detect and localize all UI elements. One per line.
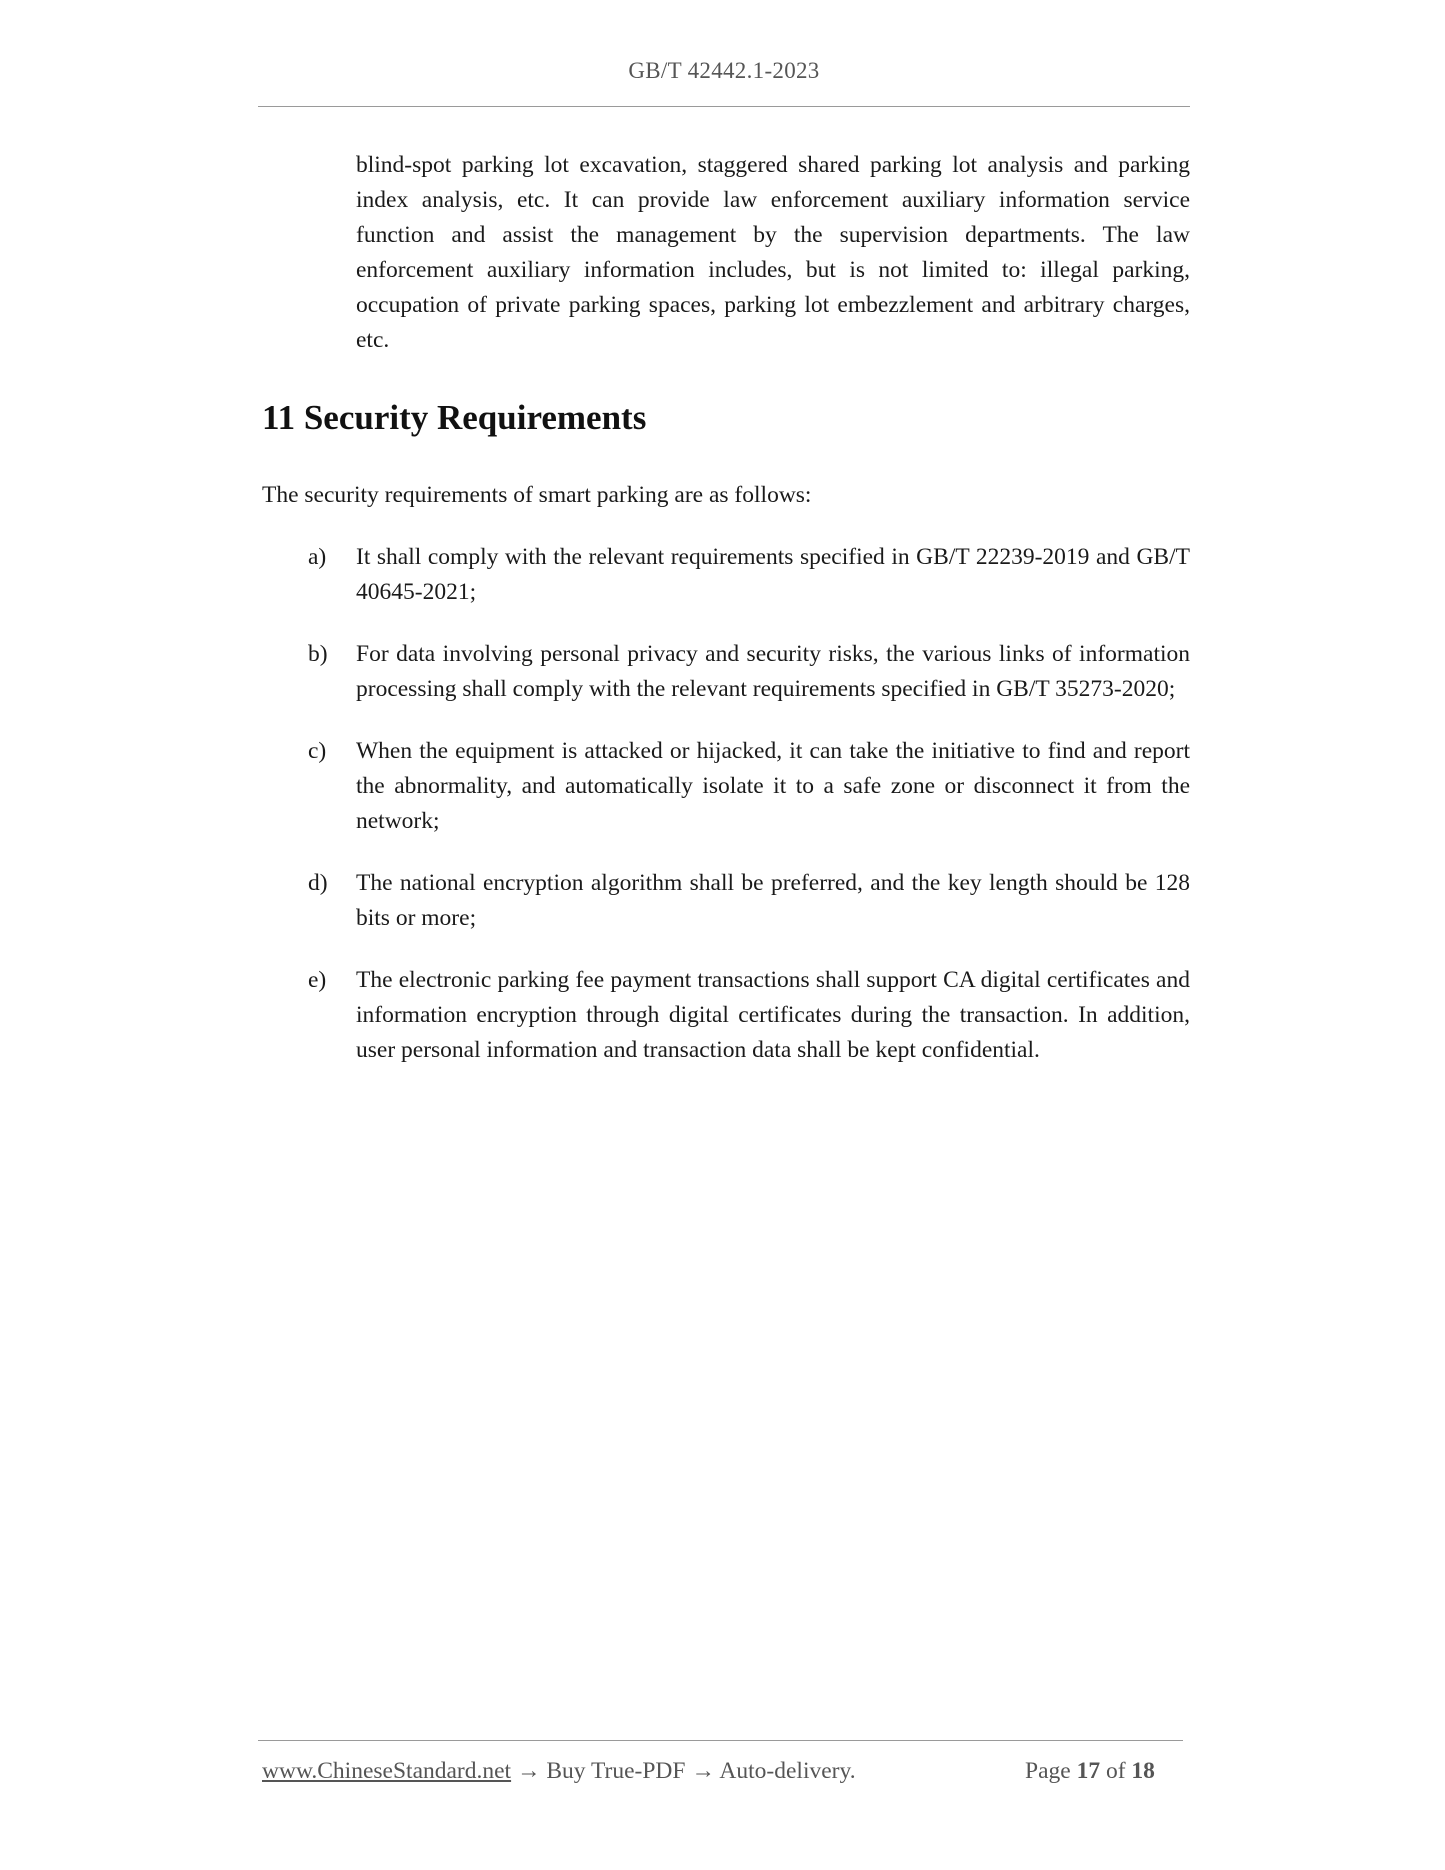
page-label: Page: [1025, 1758, 1071, 1784]
list-item: [300, 963, 1190, 1068]
list-item-text: The electronic parking fee payment transactions shall support CA digital certificates and information encryption through digital certificates during the transaction. In addition, user personal information and transaction data shall be kept confidential.: [356, 967, 1190, 1063]
list-item-text: The national encryption algorithm shall be preferred, and the key length should be 128 bits or more;: [356, 870, 1190, 931]
section-heading: 11 Security Requirements: [262, 398, 647, 437]
list-item-text: For data involving personal privacy and security risks, the various links of information processing shall comply with the relevant requirements specified in GB/T 35273-2020;: [356, 641, 1190, 702]
of-label: of: [1105, 1758, 1126, 1784]
list-item-text: It shall comply with the relevant requirements specified in GB/T 22239-2019 and GB/T 40645-2021;: [356, 544, 1190, 605]
requirements-list: [300, 540, 1190, 1095]
page-total: 18: [1131, 1758, 1155, 1784]
arrow-icon: →: [691, 1758, 715, 1784]
delivery-text: Auto-delivery.: [719, 1758, 856, 1784]
list-item-text: When the equipment is attacked or hijacked, it can take the initiative to find and report the abnormality, and automatically isolate it to a safe zone or disconnect it from the network;: [356, 738, 1190, 834]
page-indicator: [1025, 1758, 1155, 1785]
list-marker: d): [308, 870, 328, 896]
list-item: [300, 637, 1190, 707]
list-item: [300, 540, 1190, 610]
list-item: [300, 734, 1190, 839]
list-marker: a): [308, 544, 327, 570]
list-marker: c): [308, 738, 327, 764]
header-divider: [258, 106, 1190, 107]
list-marker: e): [308, 967, 327, 993]
list-marker: b): [308, 641, 328, 667]
list-item: [300, 866, 1190, 936]
footer-divider: [258, 1740, 1183, 1741]
continued-paragraph: blind-spot parking lot excavation, staggered shared parking lot analysis and parking index analysis, etc. It can provide law enforcement auxiliary information service function and assist the management by the supervision departments. The law enforcement auxiliary information includes, but is not limited to: illegal parking, occupation of private parking spaces, parking lot embezzlement and arbitrary charges, etc.: [356, 152, 1190, 353]
footer-promo: [262, 1758, 856, 1785]
section-intro: The security requirements of smart parking are as follows:: [262, 482, 812, 508]
document-header: GB/T 42442.1-2023: [628, 58, 820, 83]
site-link[interactable]: www.ChineseStandard.net: [262, 1758, 512, 1784]
buy-text: Buy True-PDF: [546, 1758, 686, 1784]
page-current: 17: [1076, 1758, 1101, 1784]
arrow-icon: →: [516, 1758, 541, 1784]
